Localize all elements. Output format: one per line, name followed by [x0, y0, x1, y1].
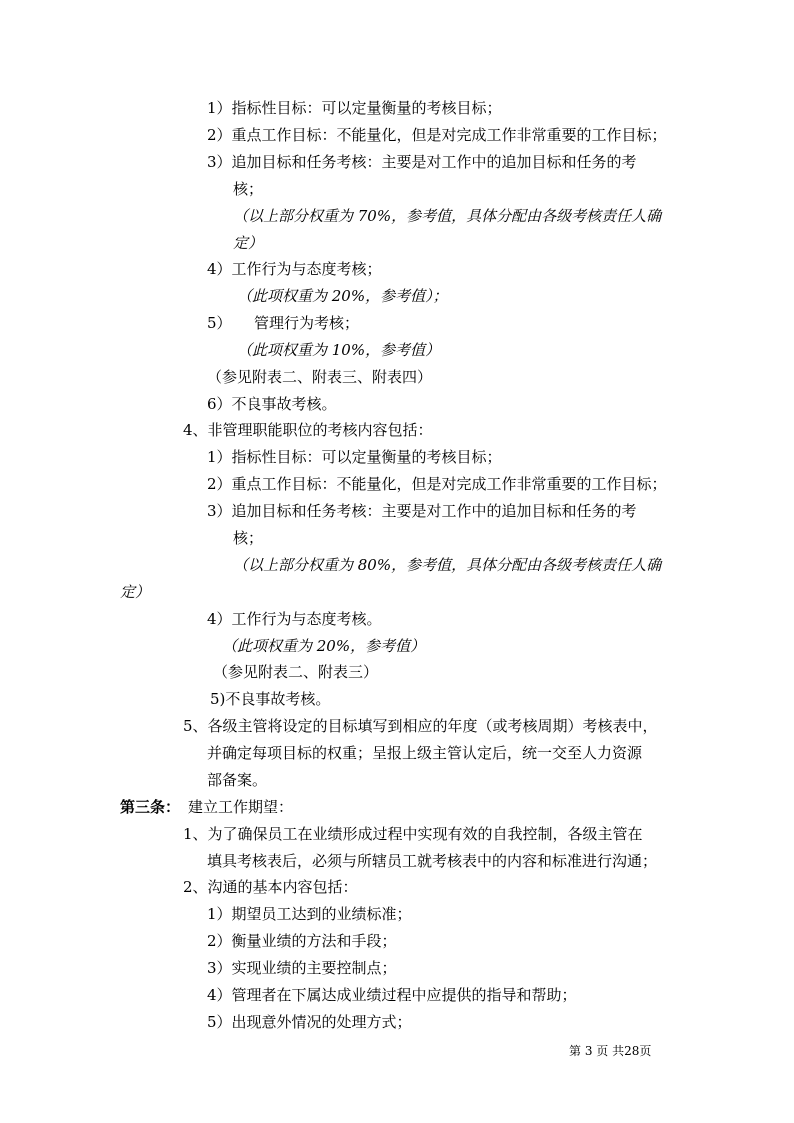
- text-line: （此项权重为 10%，参考值）: [237, 341, 441, 359]
- page-number: 第 3 页 共28页: [569, 1044, 652, 1058]
- text-line: 2）衡量业绩的方法和手段；: [207, 932, 397, 950]
- text-line: 4）管理者在下属达成业绩过程中应提供的指导和帮助；: [207, 986, 577, 1004]
- text-line: （以上部分权重为 70%，参考值，具体分配由各级考核责任人确: [233, 207, 662, 225]
- text-line: 4）工作行为与态度考核。: [207, 610, 382, 628]
- text-line: （此项权重为 20%，参考值）；: [237, 287, 448, 305]
- text-line: 并确定每项目标的权重；呈报上级主管认定后，统一交至人力资源: [207, 744, 643, 762]
- text-line: 1）期望员工达到的业绩标准；: [207, 905, 412, 923]
- text-line: 5)不良事故考核。: [210, 690, 331, 708]
- text-line: 4、非管理职能职位的考核内容包括：: [183, 421, 433, 439]
- text-line: 5） 管理行为考核；: [207, 314, 360, 332]
- text-line: 核；: [233, 529, 264, 547]
- text-line: 5）出现意外情况的处理方式；: [207, 1013, 412, 1031]
- text-line: 3）追加目标和任务考核：主要是对工作中的追加目标和任务的考: [207, 153, 637, 171]
- article-heading: 第三条：: [120, 798, 181, 816]
- text-line: 6）不良事故考核。: [207, 395, 337, 413]
- text-line: （参见附表二、附表三、附表四）: [207, 368, 433, 386]
- text-line: 建立工作期望：: [188, 798, 294, 816]
- text-line: （此项权重为 20%，参考值）: [222, 637, 426, 655]
- text-line: 2、沟通的基本内容包括：: [183, 878, 358, 896]
- text-line: （以上部分权重为 80%，参考值，具体分配由各级考核责任人确: [233, 556, 662, 574]
- text-line: 1、为了确保员工在业绩形成过程中实现有效的自我控制，各级主管在: [183, 825, 643, 843]
- text-line: 5、各级主管将设定的目标填写到相应的年度（或考核周期）考核表中，: [183, 717, 658, 735]
- text-line: 部备案。: [207, 771, 268, 789]
- text-line: 3）追加目标和任务考核：主要是对工作中的追加目标和任务的考: [207, 502, 637, 520]
- text-line: 3）实现业绩的主要控制点；: [207, 959, 397, 977]
- text-line: 2）重点工作目标：不能量化，但是对完成工作非常重要的工作目标；: [207, 126, 667, 144]
- text-line: 2）重点工作目标：不能量化，但是对完成工作非常重要的工作目标；: [207, 475, 667, 493]
- text-line: 核；: [233, 180, 264, 198]
- text-line: （参见附表二、附表三）: [213, 663, 379, 681]
- text-line: 4）工作行为与态度考核；: [207, 260, 382, 278]
- text-line: 1）指标性目标：可以定量衡量的考核目标；: [207, 99, 502, 117]
- text-line: 1）指标性目标：可以定量衡量的考核目标；: [207, 448, 502, 466]
- text-line: 定）: [120, 583, 151, 601]
- text-line: 填具考核表后，必须与所辖员工就考核表中的内容和标准进行沟通；: [207, 852, 658, 870]
- text-line: 定）: [233, 234, 264, 252]
